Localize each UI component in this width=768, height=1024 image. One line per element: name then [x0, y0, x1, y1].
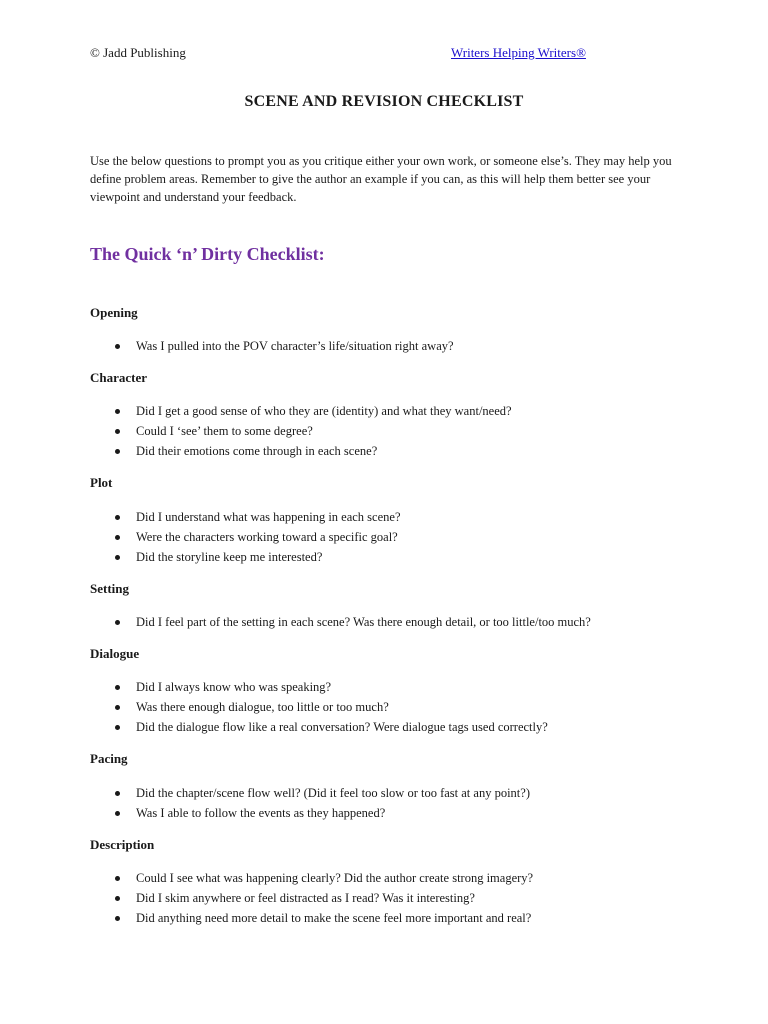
- bullet-icon: [115, 811, 120, 816]
- heading-setting: Setting: [90, 581, 129, 596]
- list-item: [90, 527, 401, 547]
- bullet-icon: [115, 409, 120, 414]
- intro-paragraph: Use the below questions to prompt you as you critique either your own work, or someone else’s. They may help you define problem areas. Remember to give the author an example if you can, as this will help them better see your viewpoint and understand your feedback.: [90, 154, 672, 204]
- heading-opening: Opening: [90, 305, 138, 320]
- item-text: Was I pulled into the POV character’s life/situation right away?: [136, 339, 454, 353]
- item-text: Did anything need more detail to make the scene feel more important and real?: [136, 911, 532, 925]
- item-text: Was I able to follow the events as they happened?: [136, 806, 386, 820]
- item-text: Did I always know who was speaking?: [136, 680, 332, 694]
- heading-pacing: Pacing: [90, 751, 128, 766]
- item-text: Could I ‘see’ them to some degree?: [136, 424, 313, 438]
- bullet-icon: [115, 876, 120, 881]
- item-text: Did I get a good sense of who they are (identity) and what they want/need?: [136, 404, 512, 418]
- list-dialogue: [90, 677, 548, 737]
- bullet-icon: [115, 705, 120, 710]
- bullet-icon: [115, 916, 120, 921]
- bullet-icon: [115, 791, 120, 796]
- bullet-icon: [115, 685, 120, 690]
- writers-helping-writers-link[interactable]: Writers Helping Writers®: [451, 45, 586, 60]
- heading-character: Character: [90, 370, 148, 385]
- bullet-icon: [115, 620, 120, 625]
- list-item: [90, 547, 401, 567]
- item-text: Did I feel part of the setting in each scene? Was there enough detail, or too little/too much?: [136, 615, 591, 629]
- bullet-icon: [115, 896, 120, 901]
- list-item: [90, 421, 512, 441]
- list-character: [90, 401, 512, 461]
- bullet-icon: [115, 515, 120, 520]
- document-title: SCENE AND REVISION CHECKLIST: [244, 93, 524, 110]
- heading-dialogue: Dialogue: [90, 646, 140, 661]
- item-text: Was there enough dialogue, too little or too much?: [136, 700, 389, 714]
- list-item: [90, 507, 401, 527]
- heading-description: Description: [90, 837, 155, 852]
- list-item: [90, 612, 591, 632]
- list-item: [90, 697, 548, 717]
- list-plot: [90, 507, 401, 567]
- item-text: Did the chapter/scene flow well? (Did it feel too slow or too fast at any point?): [136, 786, 530, 800]
- bullet-icon: [115, 725, 120, 730]
- heading-plot: Plot: [90, 475, 113, 490]
- list-item: [90, 783, 530, 803]
- item-text: Did the dialogue flow like a real conversation? Were dialogue tags used correctly?: [136, 720, 548, 734]
- list-item: [90, 908, 533, 928]
- checklist-heading: The Quick ‘n’ Dirty Checklist:: [90, 244, 325, 264]
- list-item: [90, 803, 530, 823]
- bullet-icon: [115, 429, 120, 434]
- bullet-icon: [115, 449, 120, 454]
- item-text: Did their emotions come through in each scene?: [136, 444, 378, 458]
- list-item: [90, 336, 454, 356]
- item-text: Could I see what was happening clearly? Did the author create strong imagery?: [136, 871, 534, 885]
- list-opening: [90, 336, 454, 356]
- item-text: Did I skim anywhere or feel distracted as I read? Was it interesting?: [136, 891, 475, 905]
- bullet-icon: [115, 555, 120, 560]
- item-text: Did I understand what was happening in each scene?: [136, 510, 401, 524]
- item-text: Did the storyline keep me interested?: [136, 550, 323, 564]
- list-description: [90, 868, 533, 928]
- bullet-icon: [115, 535, 120, 540]
- list-item: [90, 441, 512, 461]
- bullet-icon: [115, 344, 120, 349]
- list-item: [90, 868, 533, 888]
- list-item: [90, 888, 533, 908]
- list-setting: [90, 612, 591, 632]
- item-text: Were the characters working toward a specific goal?: [136, 530, 398, 544]
- list-item: [90, 677, 548, 697]
- list-item: [90, 717, 548, 737]
- publisher-copyright: © Jadd Publishing: [90, 45, 186, 60]
- list-item: [90, 401, 512, 421]
- list-pacing: [90, 783, 530, 823]
